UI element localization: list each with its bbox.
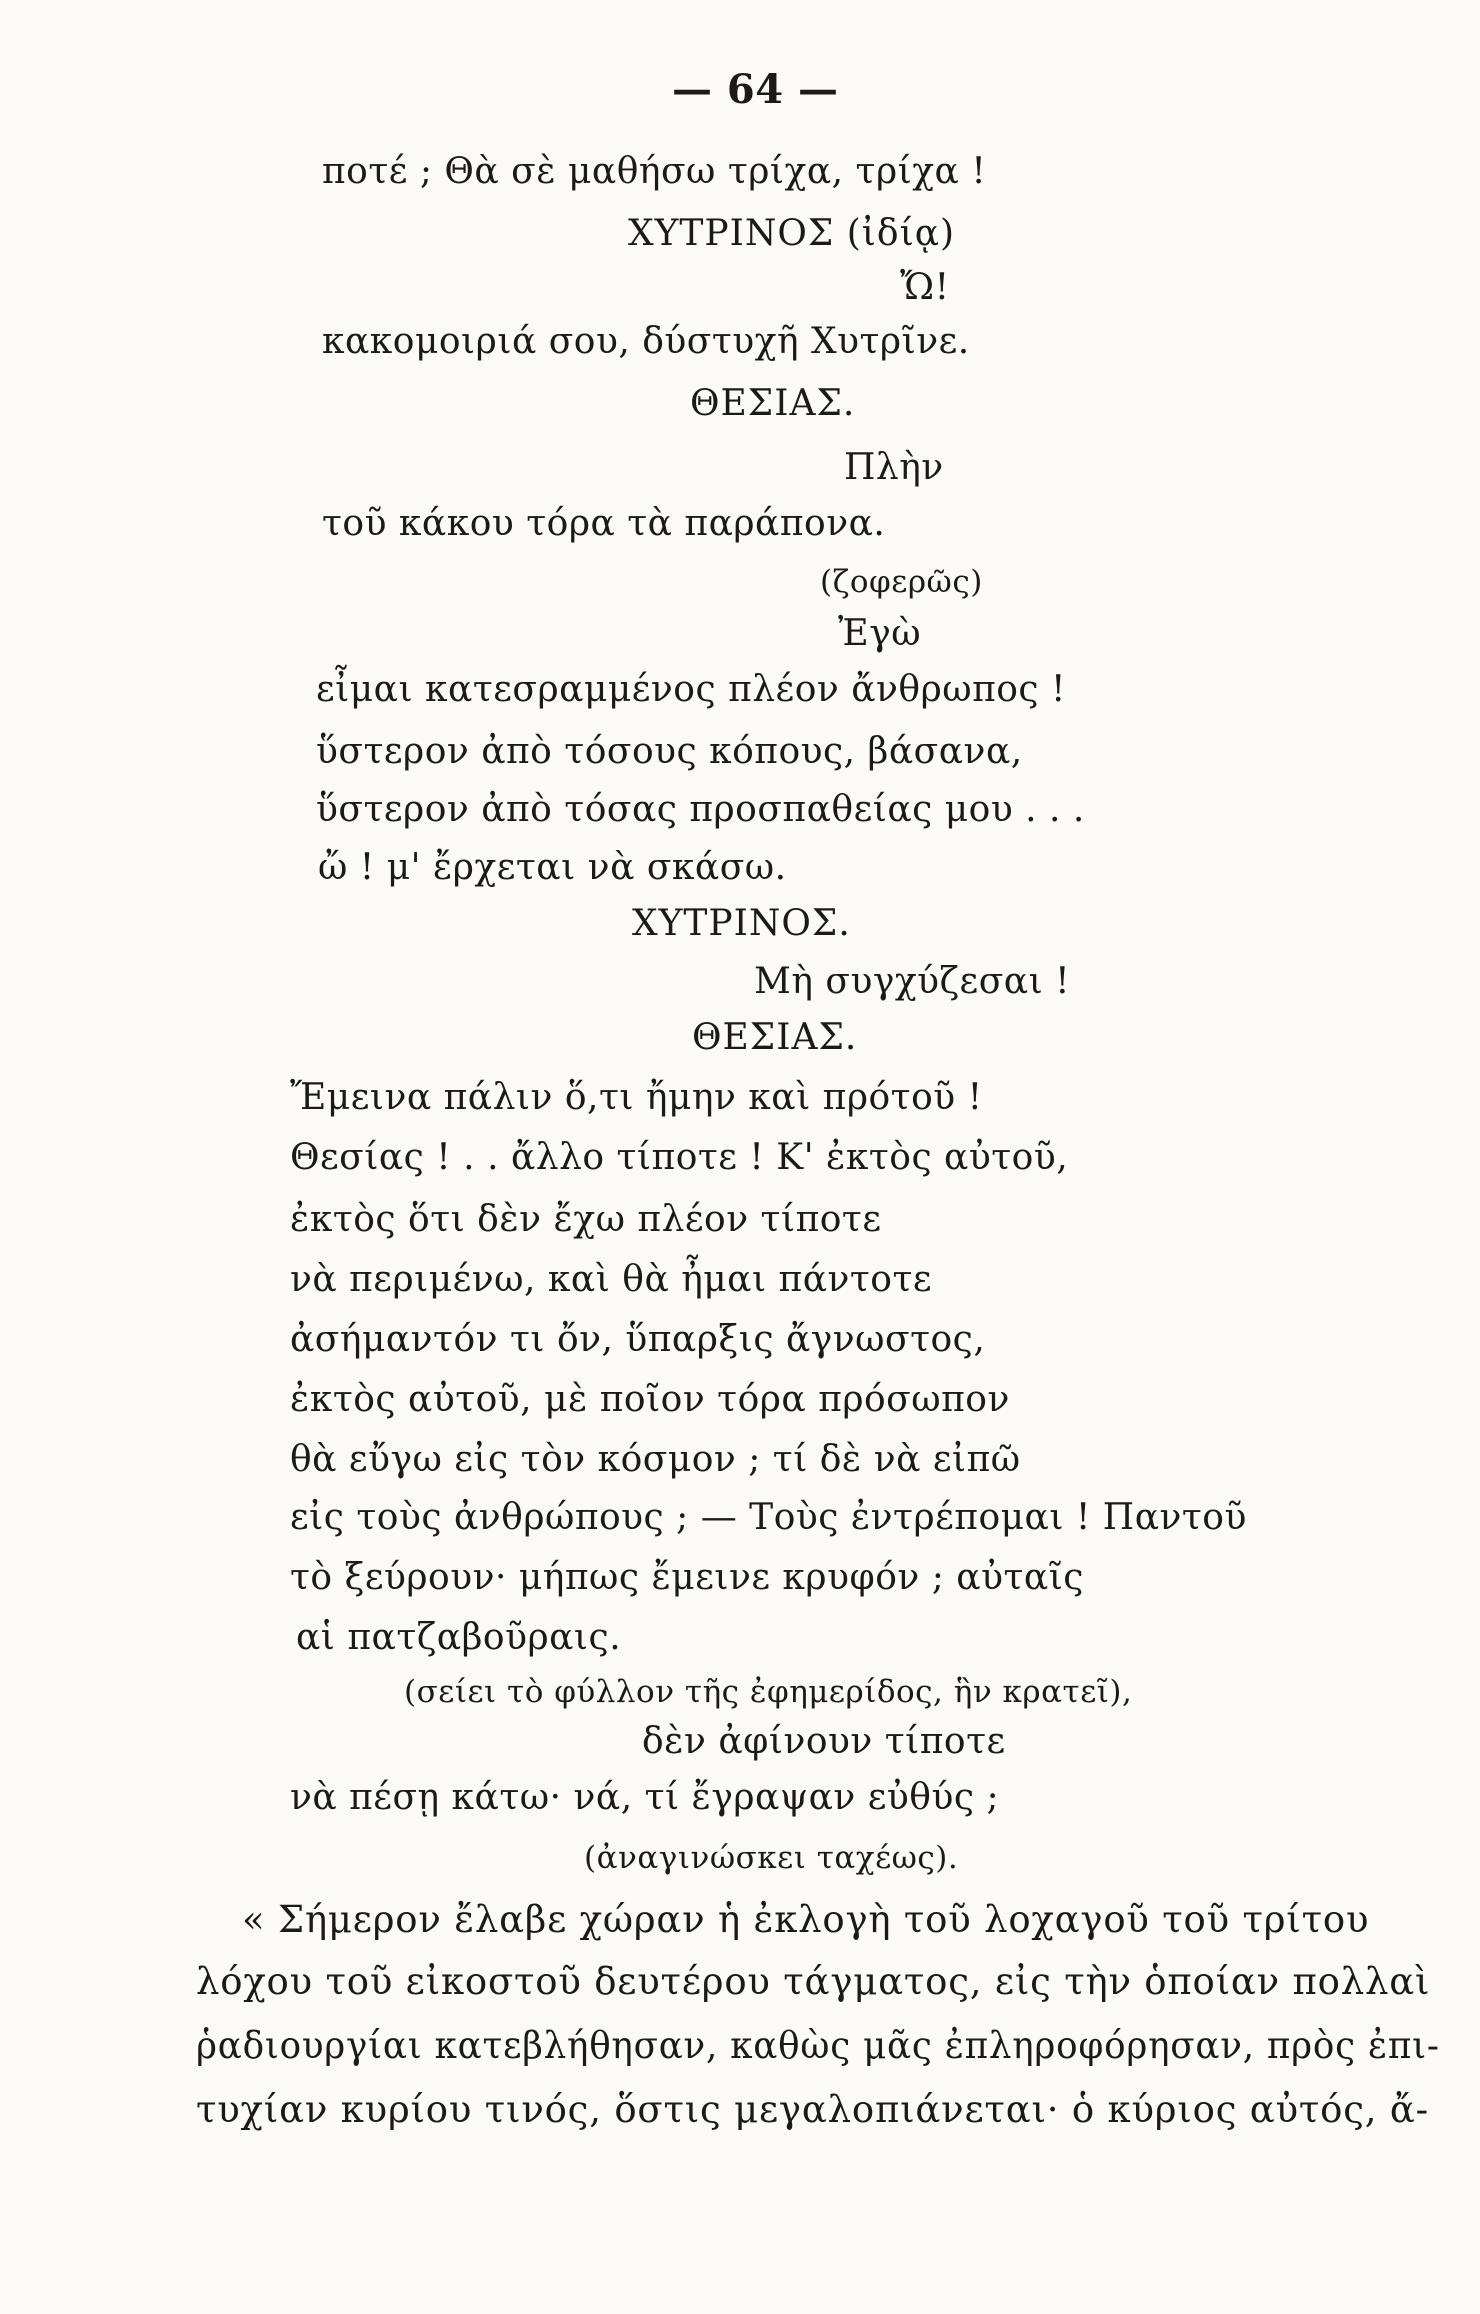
page-number: — 64 — <box>672 66 839 113</box>
prose-line: τυχίαν κυρίου τινός, ὅστις μεγαλοπιάνεται· ὁ κύριος αὐτός, ἄ- <box>196 2088 1429 2131</box>
verse-line: τοῦ κάκου τόρα τὰ παράπονα. <box>322 503 886 544</box>
stage-direction: (ζοφερῶς) <box>820 564 983 600</box>
verse-line: ἐκτὸς αὐτοῦ, μὲ ποῖον τόρα πρόσωπον <box>290 1379 1010 1420</box>
verse-line: αἱ πατζαβοῦραις. <box>296 1617 622 1658</box>
verse-line: νὰ πέσῃ κάτω· νά, τί ἔγραψαν εὐθύς ; <box>290 1777 1000 1818</box>
verse-line: εἶμαι κατεσραμμένος πλέον ἄνθρωπος ! <box>316 669 1066 710</box>
verse-line: ὕστερον ἀπὸ τόσας προσπαθείας μου . . . <box>316 789 1085 830</box>
verse-line: Θεσίας ! . . ἄλλο τίποτε ! Κ' ἐκτὸς αὐτοῦ, <box>290 1137 1069 1178</box>
verse-line: θὰ εὔγω εἰς τὸν κόσμον ; τί δὲ νὰ εἰπῶ <box>290 1439 1021 1480</box>
verse-line: ὤ ! μ' ἔρχεται νὰ σκάσω. <box>318 847 787 888</box>
speaker-heading: ΘΕΣΙΑΣ. <box>690 383 856 424</box>
verse-line: ἐκτὸς ὅτι δὲν ἔχω πλέον τίποτε <box>290 1199 882 1240</box>
stage-direction: (ἀναγινώσκει ταχέως). <box>584 1840 959 1876</box>
verse-line: κακομοιριά σου, δύστυχῆ Χυτρῖνε. <box>322 321 970 362</box>
verse-line: δὲν ἀφίνουν τίποτε <box>642 1721 1006 1762</box>
verse-line: ποτέ ; Θὰ σὲ μαθήσω τρίχα, τρίχα ! <box>322 151 987 192</box>
verse-line: Ἐγὼ <box>838 613 922 654</box>
speaker-heading: ΘΕΣΙΑΣ. <box>692 1017 858 1058</box>
prose-line: « Σήμερον ἔλαβε χώραν ἡ ἐκλογὴ τοῦ λοχαγοῦ τοῦ τρίτου <box>242 1898 1370 1941</box>
prose-line: ῥαδιουργίαι κατεβλήθησαν, καθὼς μᾶς ἐπληροφόρησαν, πρὸς ἐπι- <box>196 2024 1440 2067</box>
speaker-heading: ΧΥΤΡΙΝΟΣ (ἰδίᾳ) <box>628 213 956 254</box>
verse-line: εἰς τοὺς ἀνθρώπους ; — Τοὺς ἐντρέπομαι ! Παντοῦ <box>290 1497 1247 1538</box>
verse-line: τὸ ξεύρουν· μήπως ἔμεινε κρυφόν ; αὐταῖς <box>290 1557 1084 1598</box>
verse-line: ἀσήμαντόν τι ὄν, ὕπαρξις ἄγνωστος, <box>290 1319 986 1360</box>
verse-line: ὕστερον ἀπὸ τόσους κόπους, βάσανα, <box>316 731 1023 772</box>
speaker-heading: ΧΥΤΡΙΝΟΣ. <box>632 903 851 944</box>
verse-line: νὰ περιμένω, καὶ θὰ ἦμαι πάντοτε <box>290 1259 933 1300</box>
verse-line: Πλὴν <box>844 447 944 488</box>
verse-line: Ἔμεινα πάλιν ὅ,τι ἤμην καὶ πρότοῦ ! <box>290 1077 983 1118</box>
verse-line: Μὴ συγχύζεσαι ! <box>754 961 1071 1002</box>
verse-line: Ὤ! <box>900 267 950 308</box>
stage-direction: (σείει τὸ φύλλον τῆς ἐφημερίδος, ἣν κρατεῖ), <box>404 1674 1133 1710</box>
prose-line: λόχου τοῦ εἰκοστοῦ δευτέρου τάγματος, εἰς τὴν ὁποίαν πολλαὶ <box>196 1960 1431 2003</box>
